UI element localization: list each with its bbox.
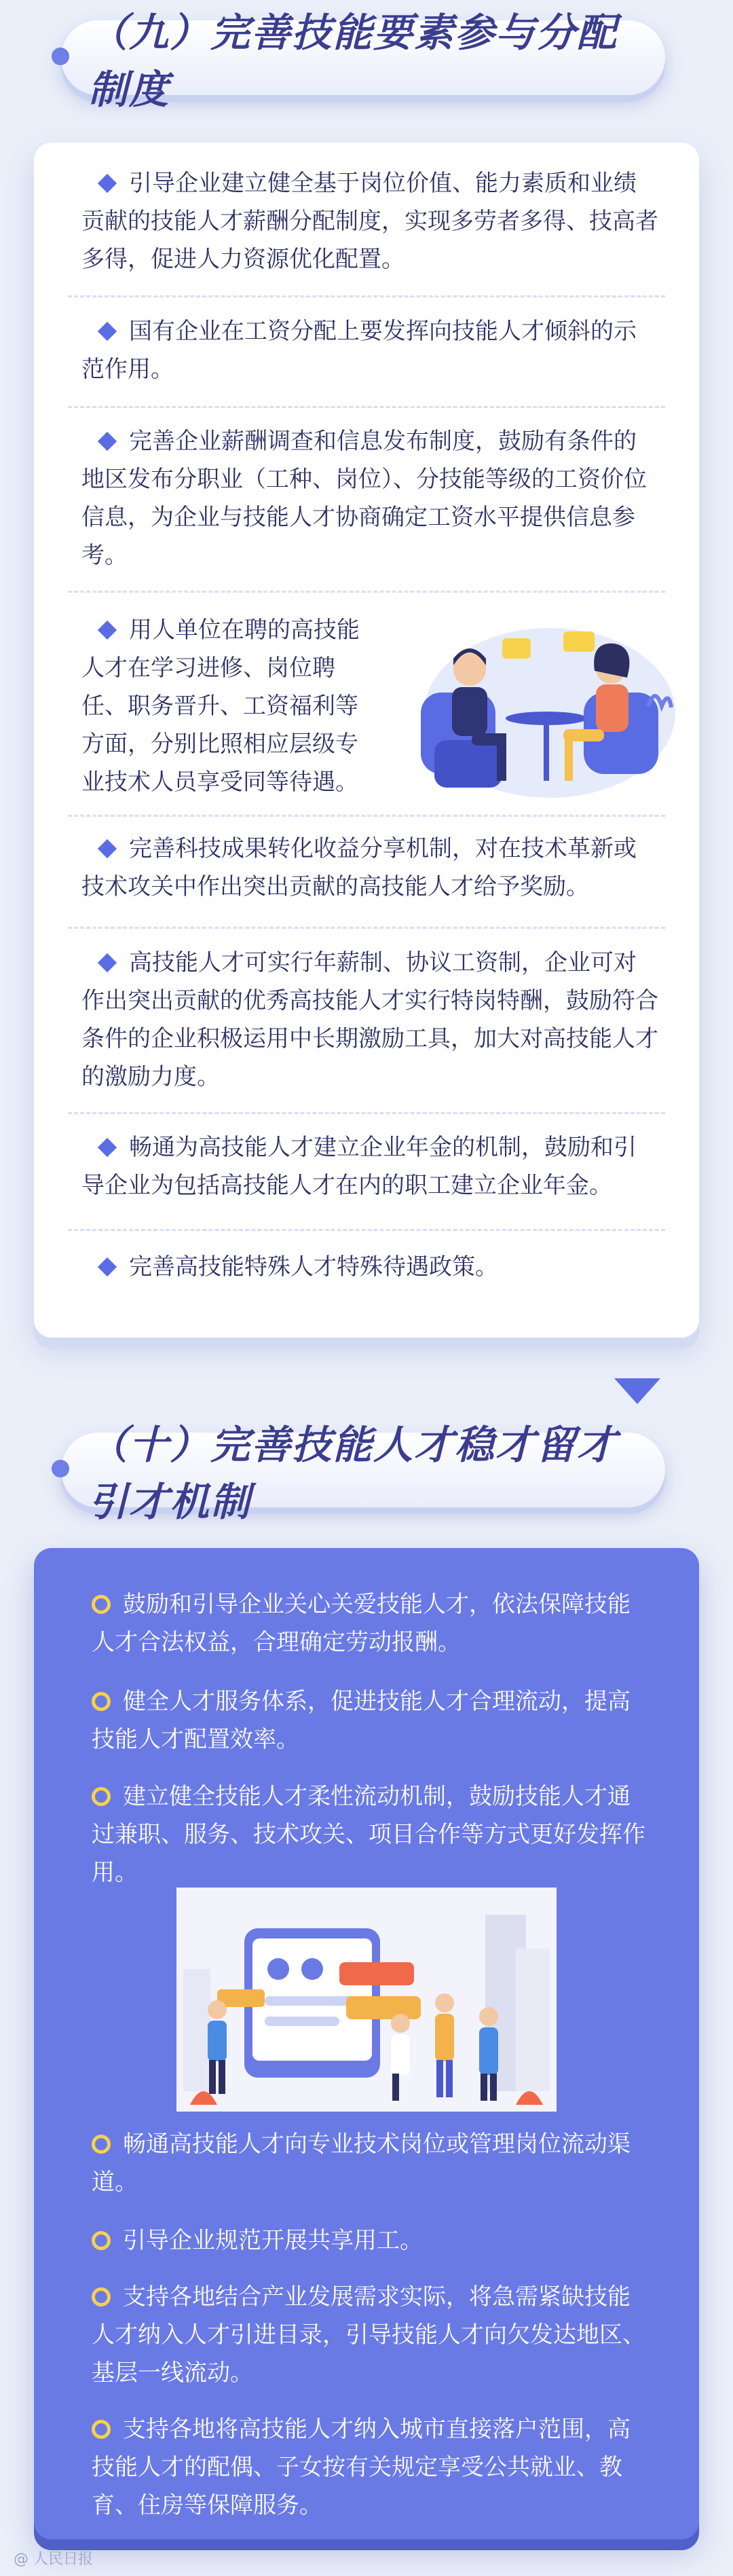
section9-item-6: 高技能人才可实行年薪制、协议工资制，企业可对作出突出贡献的优秀高技能人才实行特岗特酬，鼓励符合条件的企业积极运用中长期激励工具，加大对高技能人才的激励力度。 bbox=[81, 949, 658, 1090]
ring-bullet-icon bbox=[92, 2231, 111, 2250]
section10-card bbox=[34, 1548, 699, 2539]
section10-item-5: 引导企业规范开展共享用工。 bbox=[92, 2222, 652, 2260]
ring-bullet-icon bbox=[92, 1787, 111, 1806]
section9-item-4: 用人单位在聘的高技能人才在学习进修、岗位聘任、职务晋升、工资福利等方面，分别比照相应层级专业技术人员享受同等待遇。 bbox=[81, 617, 360, 796]
meeting-illustration bbox=[407, 604, 679, 808]
section10-item-2: 健全人才服务体系，促进技能人才合理流动，提高技能人才配置效率。 bbox=[92, 1688, 631, 1753]
section10-title-bar bbox=[61, 1422, 665, 1525]
ring-bullet-icon bbox=[92, 2287, 111, 2306]
divider bbox=[68, 1112, 665, 1114]
diamond-bullet-icon bbox=[98, 1257, 117, 1276]
diamond-bullet-icon bbox=[98, 173, 117, 192]
divider bbox=[68, 406, 665, 408]
diamond-bullet-icon bbox=[98, 1137, 117, 1156]
divider bbox=[68, 1229, 665, 1231]
divider bbox=[68, 927, 665, 929]
title-dot-icon bbox=[52, 48, 69, 65]
ring-bullet-icon bbox=[92, 1692, 111, 1711]
ring-bullet-icon bbox=[92, 2420, 111, 2439]
section9-item-8: 完善高技能特殊人才特殊待遇政策。 bbox=[81, 1248, 658, 1286]
team-illustration bbox=[176, 1888, 557, 2112]
section9-title: （九）完善技能要素参与分配制度 bbox=[88, 10, 618, 113]
section10-item-7: 支持各地将高技能人才纳入城市直接落户范围，高技能人才的配偶、子女按有关规定享受公共就业、教育、住房等保障服务。 bbox=[92, 2416, 631, 2519]
ring-bullet-icon bbox=[92, 2135, 111, 2154]
title-dot-icon bbox=[52, 1460, 69, 1477]
section9-card bbox=[34, 143, 699, 1338]
section10-title: （十）完善技能人才稳才留才引才机制 bbox=[88, 1422, 618, 1525]
section9-item-3: 完善企业薪酬调查和信息发布制度，鼓励有条件的地区发布分职业（工种、岗位）、分技能等级的工资价位信息，为企业与技能人才协商确定工资水平提供信息参考。 bbox=[81, 428, 647, 569]
section10-item-1: 鼓励和引导企业关心关爱技能人才，依法保障技能人才合法权益，合理确定劳动报酬。 bbox=[92, 1591, 631, 1656]
divider bbox=[68, 815, 665, 817]
arrow-down-icon bbox=[614, 1378, 660, 1404]
ring-bullet-icon bbox=[92, 1595, 111, 1614]
diamond-bullet-icon bbox=[98, 431, 117, 450]
section9-item-1: 引导企业建立健全基于岗位价值、能力素质和业绩贡献的技能人才薪酬分配制度，实现多劳者多得、技高者多得，促进人力资源优化配置。 bbox=[81, 170, 658, 273]
section10-item-6: 支持各地结合产业发展需求实际，将急需紧缺技能人才纳入人才引进目录，引导技能人才向欠发达地区、基层一线流动。 bbox=[92, 2283, 645, 2387]
section10-item-4: 畅通高技能人才向专业技术岗位或管理岗位流动渠道。 bbox=[92, 2131, 631, 2196]
diamond-bullet-icon bbox=[98, 620, 117, 639]
diamond-bullet-icon bbox=[98, 953, 117, 972]
diamond-bullet-icon bbox=[98, 839, 117, 858]
section9-item-5: 完善科技成果转化收益分享机制，对在技术革新或技术攻关中作出突出贡献的高技能人才给予奖励。 bbox=[81, 835, 637, 900]
section9-title-bar bbox=[61, 10, 665, 113]
section9-item-2: 国有企业在工资分配上要发挥向技能人才倾斜的示范作用。 bbox=[81, 318, 637, 383]
diamond-bullet-icon bbox=[98, 321, 117, 340]
section9-item-7: 畅通为高技能人才建立企业年金的机制，鼓励和引导企业为包括高技能人才在内的职工建立企业年金。 bbox=[81, 1134, 637, 1199]
divider bbox=[68, 591, 665, 593]
section10-item-3: 建立健全技能人才柔性流动机制，鼓励技能人才通过兼职、服务、技术攻关、项目合作等方式更好发挥作用。 bbox=[92, 1783, 645, 1886]
divider bbox=[68, 295, 665, 297]
watermark: @ 人民日报 bbox=[14, 2551, 93, 2568]
